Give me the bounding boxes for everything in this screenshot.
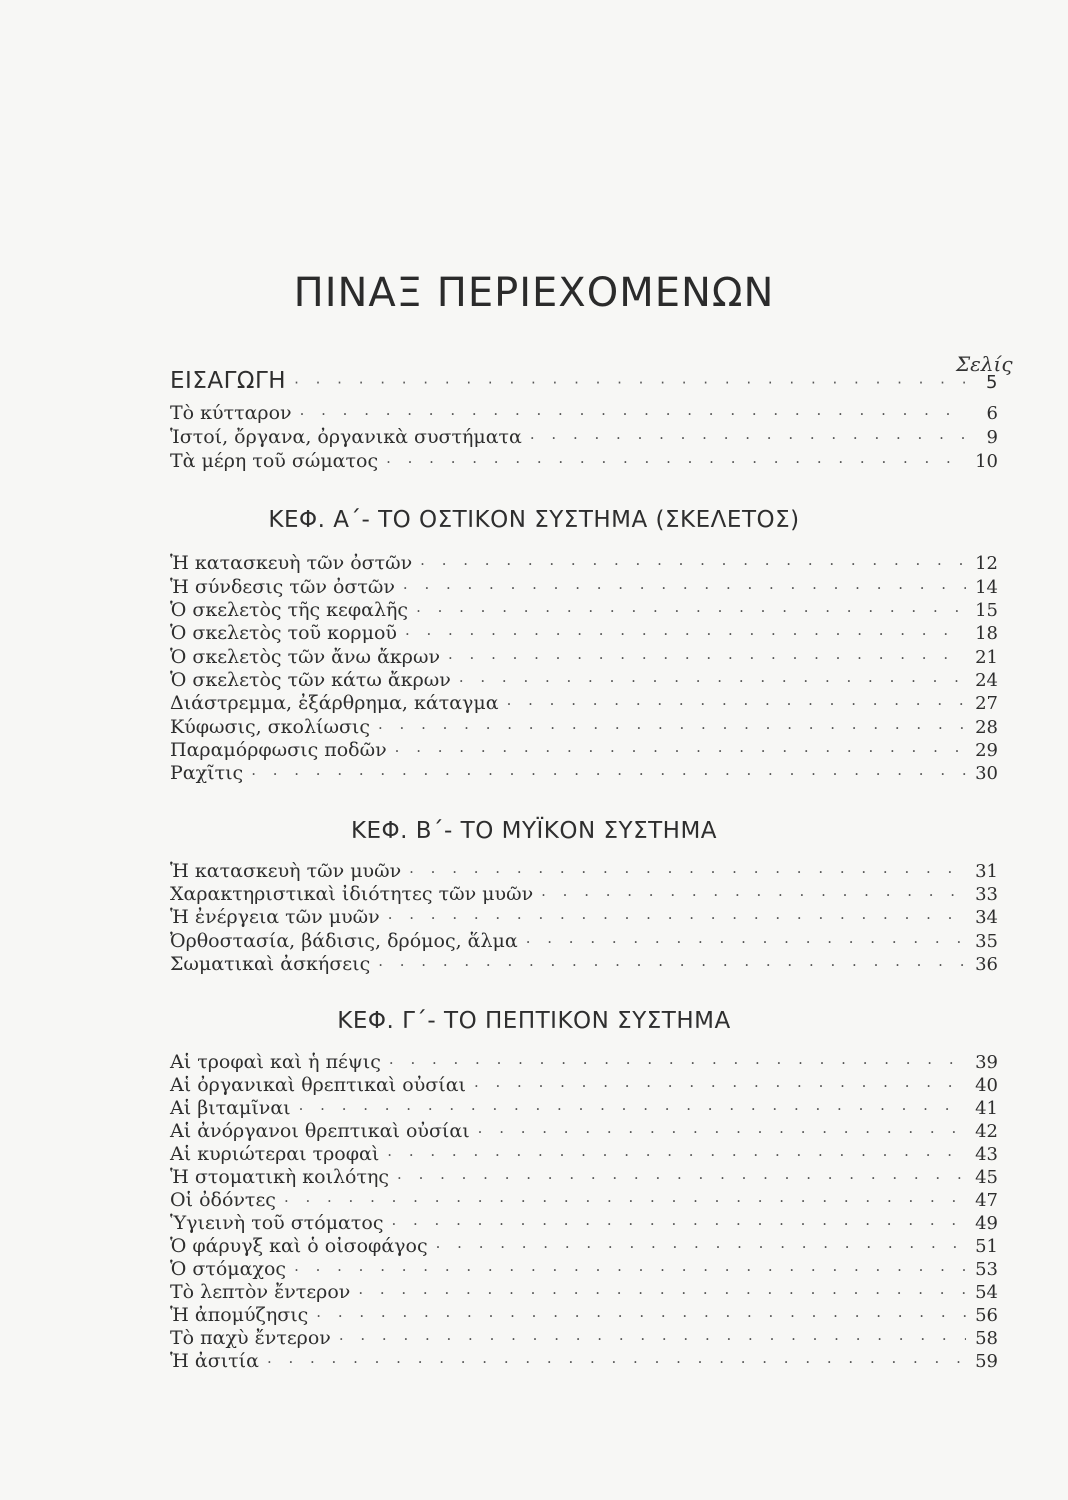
toc-entry-page: 14 — [975, 577, 998, 598]
dot-leader — [530, 429, 966, 447]
dot-leader — [389, 1054, 966, 1072]
toc-entry-page: 24 — [975, 670, 998, 691]
toc-entry-intro — [170, 368, 998, 392]
toc-entry-page: 29 — [975, 740, 998, 761]
toc-entry-label: Τὸ λεπτὸν ἔντερον — [170, 1281, 351, 1303]
dot-leader — [339, 1330, 966, 1348]
toc-entry-page: 18 — [975, 623, 998, 644]
toc-entry-label: Αἱ τροφαὶ καὶ ἡ πέψις — [170, 1051, 381, 1073]
dot-leader — [358, 1284, 966, 1302]
toc-entry-page: 33 — [975, 884, 998, 905]
toc-entry-label: Κύφωσις, σκολίωσις — [170, 716, 371, 738]
toc-entry — [170, 1189, 998, 1213]
toc-entry — [170, 692, 998, 716]
toc-entry — [170, 1051, 998, 1075]
toc-entry-page: 51 — [975, 1236, 998, 1257]
dot-leader — [386, 453, 966, 471]
dot-leader — [436, 1238, 966, 1256]
toc-entry — [170, 953, 998, 977]
dot-leader — [397, 1169, 966, 1187]
chapter-heading-a: ΚΕΦ. Α΄- ΤΟ ΟΣΤΙΚΟΝ ΣΥΣΤΗΜΑ (ΣΚΕΛΕΤΟΣ) — [268, 507, 800, 533]
toc-entry — [170, 930, 998, 954]
dot-leader — [507, 695, 966, 713]
toc-entry — [170, 1143, 998, 1167]
toc-entry — [170, 1258, 998, 1282]
dot-leader — [448, 649, 966, 667]
toc-entry-page: 45 — [975, 1167, 998, 1188]
toc-entry — [170, 646, 998, 670]
toc-entry-page: 53 — [975, 1259, 998, 1280]
dot-leader — [391, 1215, 966, 1233]
toc-entry-label: Χαρακτηριστικαὶ ἰδιότητες τῶν μυῶν — [170, 883, 534, 905]
toc-entry-label: Τὸ παχὺ ἔντερον — [170, 1327, 331, 1349]
toc-entry — [170, 1097, 998, 1121]
toc-entry-label: Ὑγιεινὴ τοῦ στόματος — [170, 1212, 384, 1234]
toc-entry-label: ΕΙΣΑΓΩΓΗ — [170, 368, 287, 394]
toc-entry-page: 54 — [975, 1282, 998, 1303]
dot-leader — [459, 672, 966, 690]
page-title: ΠΙΝΑΞ ΠΕΡΙΕΧΟΜΕΝΩΝ — [293, 270, 775, 316]
toc-entry-label: Ἡ σύνδεσις τῶν ὀστῶν — [170, 576, 395, 598]
dot-leader — [478, 1123, 966, 1141]
toc-entry-label: Ὁ φάρυγξ καὶ ὁ οἰσοφάγος — [170, 1235, 428, 1257]
toc-entry-label: Ὁ σκελετὸς τῶν ἄνω ἄκρων — [170, 646, 440, 668]
toc-entry-label: Ἡ στοματικὴ κοιλότης — [170, 1166, 390, 1188]
toc-entry-page: 31 — [975, 861, 998, 882]
toc-entry-label: Ἡ κατασκευὴ τῶν ὀστῶν — [170, 552, 413, 574]
toc-entry-label: Τὰ μέρη τοῦ σώματος — [170, 450, 379, 472]
toc-entry-page: 41 — [975, 1098, 998, 1119]
toc-entry-page: 34 — [975, 907, 998, 928]
dot-leader — [294, 374, 966, 392]
toc-entry-label: Αἱ ὀργανικαὶ θρεπτικαὶ οὐσίαι — [170, 1074, 466, 1096]
toc-entry-label: Τὸ κύτταρον — [170, 402, 292, 424]
dot-leader — [409, 863, 966, 881]
toc-entry — [170, 1350, 998, 1374]
dot-leader — [378, 719, 966, 737]
toc-entry-page: 43 — [975, 1144, 998, 1165]
toc-entry-label: Ὀρθοστασία, βάδισις, δρόμος, ἅλμα — [170, 930, 518, 952]
toc-entry-page: 6 — [986, 403, 998, 424]
toc-entry-label: Αἱ ἀνόργανοι θρεπτικαὶ οὐσίαι — [170, 1120, 470, 1142]
toc-entry-page: 58 — [975, 1328, 998, 1349]
dot-leader — [378, 956, 966, 974]
toc-entry-label: Ραχῖτις — [170, 762, 244, 784]
dot-leader — [284, 1192, 966, 1210]
toc-entry — [170, 1281, 998, 1305]
toc-entry — [170, 739, 998, 763]
toc-entry — [170, 860, 998, 884]
toc-entry-label: Ὁ στόμαχος — [170, 1258, 287, 1280]
dot-leader — [387, 1146, 966, 1164]
dot-leader — [299, 1100, 966, 1118]
toc-entry-label: Αἱ βιταμῖναι — [170, 1097, 291, 1119]
toc-entry-label: Ἡ κατασκευὴ τῶν μυῶν — [170, 860, 402, 882]
toc-entry-page: 28 — [975, 717, 998, 738]
dot-leader — [267, 1353, 966, 1371]
toc-entry-label: Οἱ ὀδόντες — [170, 1189, 276, 1211]
toc-entry — [170, 906, 998, 930]
chapter-heading-c: ΚΕΦ. Γ΄- ΤΟ ΠΕΠΤΙΚΟΝ ΣΥΣΤΗΜΑ — [337, 1008, 731, 1034]
toc-entry-label: Ἡ ἀπομύζησις — [170, 1304, 309, 1326]
dot-leader — [251, 765, 966, 783]
toc-entry-label: Ὁ σκελετὸς τῆς κεφαλῆς — [170, 599, 409, 621]
dot-leader — [300, 405, 966, 423]
toc-entry — [170, 426, 998, 450]
toc-entry — [170, 576, 998, 600]
toc-entry-label: Ἱστοί, ὄργανα, ὀργανικὰ συστήματα — [170, 426, 522, 448]
toc-entry — [170, 1166, 998, 1190]
toc-entry-label: Διάστρεμμα, ἐξάρθρημα, κάταγμα — [170, 692, 499, 714]
toc-entry-page: 35 — [975, 931, 998, 952]
toc-entry-label: Ὁ σκελετὸς τῶν κάτω ἄκρων — [170, 669, 451, 691]
toc-entry — [170, 1304, 998, 1328]
toc-entry-page: 36 — [975, 954, 998, 975]
toc-entry-label: Αἱ κυριώτεραι τροφαὶ — [170, 1143, 380, 1165]
toc-entry-page: 21 — [975, 647, 998, 668]
toc-entry — [170, 599, 998, 623]
toc-entry — [170, 1235, 998, 1259]
toc-entry — [170, 1212, 998, 1236]
dot-leader — [388, 909, 966, 927]
toc-entry — [170, 716, 998, 740]
toc-entry-page: 49 — [975, 1213, 998, 1234]
toc-entry-page: 10 — [975, 451, 998, 472]
chapter-heading-b: ΚΕΦ. Β΄- ΤΟ ΜΥΪΚΟΝ ΣΥΣΤΗΜΑ — [350, 818, 718, 844]
toc-entry — [170, 402, 998, 426]
toc-entry — [170, 450, 998, 474]
toc-entry — [170, 622, 998, 646]
page-column-label: Σελίς — [956, 352, 1013, 376]
dot-leader — [474, 1077, 966, 1095]
dot-leader — [395, 742, 966, 760]
toc-entry-page: 15 — [975, 600, 998, 621]
toc-entry-label: Ἡ ἀσιτία — [170, 1350, 259, 1372]
dot-leader — [526, 933, 966, 951]
toc-entry-page: 5 — [986, 372, 998, 393]
dot-leader — [420, 555, 966, 573]
toc-entry-page: 9 — [986, 427, 998, 448]
toc-entry-label: Σωματικαὶ ἀσκήσεις — [170, 953, 371, 975]
toc-entry-page: 27 — [975, 693, 998, 714]
toc-entry-label: Ἡ ἐνέργεια τῶν μυῶν — [170, 906, 380, 928]
toc-entry — [170, 883, 998, 907]
toc-entry-page: 12 — [975, 553, 998, 574]
toc-entry — [170, 552, 998, 576]
toc-entry-page: 40 — [975, 1075, 998, 1096]
toc-entry-page: 42 — [975, 1121, 998, 1142]
toc-entry-page: 59 — [975, 1351, 998, 1372]
toc-entry — [170, 1327, 998, 1351]
dot-leader — [294, 1261, 966, 1279]
toc-entry-label: Παραμόρφωσις ποδῶν — [170, 739, 387, 761]
toc-entry-page: 30 — [975, 763, 998, 784]
toc-entry — [170, 1074, 998, 1098]
dot-leader — [541, 886, 966, 904]
toc-entry-page: 47 — [975, 1190, 998, 1211]
dot-leader — [316, 1307, 966, 1325]
toc-entry — [170, 669, 998, 693]
toc-entry — [170, 762, 998, 786]
toc-entry-page: 56 — [975, 1305, 998, 1326]
dot-leader — [403, 579, 966, 597]
dot-leader — [405, 625, 966, 643]
toc-entry-label: Ὁ σκελετὸς τοῦ κορμοῦ — [170, 622, 397, 644]
dot-leader — [416, 602, 966, 620]
toc-entry — [170, 1120, 998, 1144]
toc-entry-page: 39 — [975, 1052, 998, 1073]
